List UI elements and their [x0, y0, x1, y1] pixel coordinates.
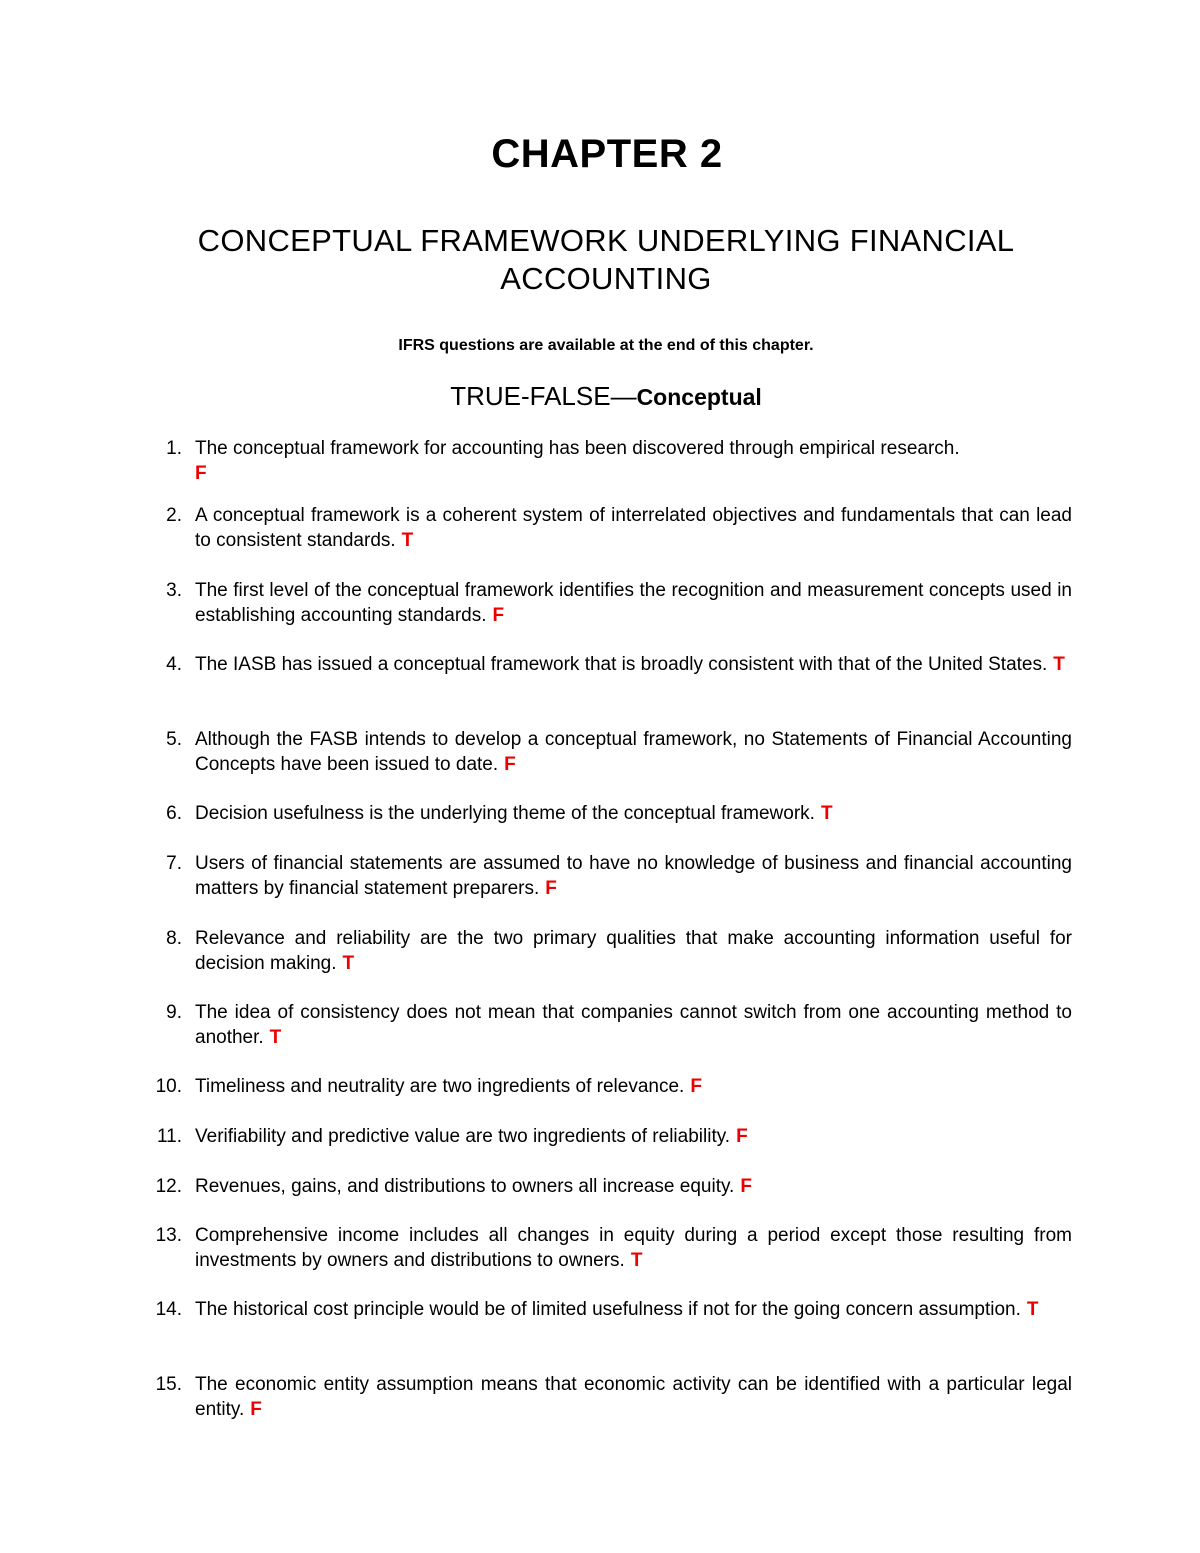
question-text-block [195, 1373, 1072, 1422]
answer-mark: T [820, 803, 833, 824]
question-text-block [195, 1001, 1072, 1050]
question-text-block [195, 437, 1072, 486]
answer-mark: F [250, 1398, 262, 1420]
question-text-block [195, 1224, 1072, 1273]
question-text-block [195, 728, 1072, 777]
question-text: The conceptual framework for accounting has been discovered through empirical research. [195, 438, 960, 459]
question-text: Timeliness and neutrality are two ingredients of relevance. [195, 1076, 685, 1097]
answer-mark: F [195, 462, 207, 484]
question-text-block [195, 1298, 1072, 1323]
answer-mark: F [690, 1076, 702, 1097]
question-text-block [195, 802, 1072, 827]
question-text: Verifiability and predictive value are two ingredients of reliability. [195, 1126, 731, 1147]
question-text: The historical cost principle would be of limited usefulness if not for the going concern assumption. [195, 1299, 1021, 1320]
section-heading-dash: — [610, 381, 637, 411]
question-text-block [195, 1075, 1072, 1100]
answer-mark: F [545, 877, 557, 899]
question-number: 13. [155, 1225, 182, 1246]
question-number: 3. [166, 580, 182, 601]
question-number: 4. [166, 654, 182, 675]
question-text-block [195, 579, 1072, 628]
section-heading [0, 380, 1200, 417]
question-number: 10. [155, 1076, 182, 1097]
ifrs-note: IFRS questions are available at the end of this chapter. [398, 337, 814, 354]
question-text-block [195, 1125, 1072, 1150]
answer-mark: T [630, 1249, 643, 1271]
chapter-title: CHAPTER 2 [491, 132, 723, 176]
question-text: The first level of the conceptual framework identifies the recognition and measurement concepts used in establishing accounting standards. [195, 580, 1072, 626]
question-number: 2. [166, 505, 182, 526]
question-number: 5. [166, 729, 182, 750]
question-number: 7. [166, 853, 182, 874]
question-number: 9. [166, 1002, 182, 1023]
question-number: 8. [166, 928, 182, 949]
question-text: The idea of consistency does not mean that companies cannot switch from one accounting method to another. [195, 1002, 1072, 1048]
answer-mark: F [736, 1126, 748, 1147]
question-text: Revenues, gains, and distributions to owners all increase equity. [195, 1176, 735, 1197]
answer-mark: T [269, 1026, 282, 1048]
question-text: Decision usefulness is the underlying theme of the conceptual framework. [195, 803, 815, 824]
question-text: The IASB has issued a conceptual framework that is broadly consistent with that of the United States. [195, 654, 1048, 675]
question-text: Comprehensive income includes all changes in equity during a period except those resulting from investments by owners and distributions to owners. [195, 1225, 1072, 1271]
section-heading-sub: Conceptual [636, 384, 762, 410]
question-number: 6. [166, 803, 182, 824]
question-text-block [195, 504, 1072, 553]
section-heading-main: TRUE-FALSE [450, 381, 611, 411]
question-text: Although the FASB intends to develop a conceptual framework, no Statements of Financial Accounting Concepts have been issued to date. [195, 729, 1072, 775]
answer-mark: F [504, 753, 516, 775]
answer-mark: T [1053, 654, 1065, 675]
question-text: A conceptual framework is a coherent system of interrelated objectives and fundamentals that can lead to consistent standards. [195, 505, 1072, 551]
answer-mark: F [492, 604, 505, 626]
question-number: 1. [166, 438, 182, 459]
question-number: 14. [155, 1299, 182, 1320]
answer-mark: T [1026, 1299, 1039, 1320]
question-text-block [195, 852, 1072, 901]
answer-mark: F [740, 1176, 752, 1197]
answer-mark: T [401, 529, 414, 551]
question-text-block [195, 927, 1072, 976]
question-text-block [195, 653, 1072, 678]
answer-mark: T [342, 952, 355, 974]
chapter-subtitle: CONCEPTUAL FRAMEWORK UNDERLYING FINANCIAL ACCOUNTING [197, 223, 1015, 296]
question-text-block [195, 1175, 1072, 1200]
question-number: 15. [155, 1374, 182, 1395]
question-number: 12. [155, 1176, 182, 1197]
question-text: Relevance and reliability are the two primary qualities that make accounting information useful for decision making. [195, 928, 1072, 974]
question-number: 11. [156, 1126, 182, 1147]
question-text: Users of financial statements are assumed to have no knowledge of business and financial accounting matters by financial statement preparers. [195, 853, 1072, 899]
question-text: The economic entity assumption means that economic activity can be identified with a particular legal entity. [195, 1374, 1072, 1420]
